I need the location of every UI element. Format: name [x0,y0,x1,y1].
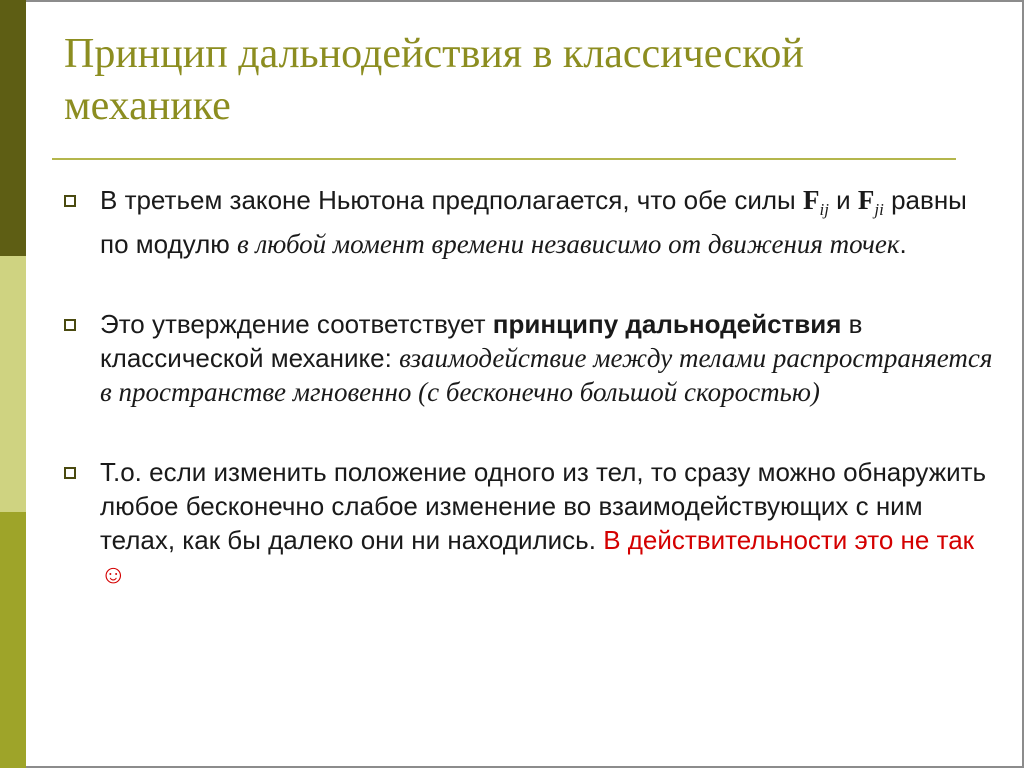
bullet-item-consequence [62,455,997,591]
title-divider [52,158,956,160]
square-bullet-icon [64,467,76,479]
bullet-text: в классической механике: [100,309,863,374]
sidebar-segment-mid [0,512,26,768]
bullet-text: В третьем законе Ньютона предполагается, что обе силы [100,185,803,215]
frame-top-border [0,0,1024,2]
red-highlight-text: В действительности это не так [603,525,975,556]
sidebar-segment-dark [0,0,26,256]
smiley-icon: ☺ [100,559,127,590]
italic-emphasis: в любой момент времени независимо от движения точек [237,229,900,260]
slide-title: Принцип дальнодействия в классической механике [64,31,804,129]
force-subscript-ij: ij [819,200,829,220]
bold-term: принципу дальнодействия [492,309,842,340]
bullet-text: Т.о. если изменить положение одного из тел, то сразу можно обнаружить любое бесконечно слабое изменение во взаимодействующих с ним телах, как бы далеко они ни находились. [100,457,987,556]
force-vector-fji: F [857,185,875,215]
bullet-text: . [899,229,907,260]
bullet-item-newton [62,183,997,261]
bullet-list [62,183,997,591]
italic-emphasis: взаимодействие между телами распространяется в пространстве мгновенно (с бесконечно большой скоростью) [100,343,993,408]
force-vector-fij: F [802,185,820,215]
bullet-text: Это утверждение соответствует [100,309,493,340]
bullet-text: и [828,185,858,215]
bullet-item-principle [62,307,997,409]
square-bullet-icon [64,195,76,207]
force-subscript-ji: ji [874,200,884,220]
sidebar-segment-light [0,256,26,512]
square-bullet-icon [64,319,76,331]
bullet-text: равны по модулю [100,185,967,260]
